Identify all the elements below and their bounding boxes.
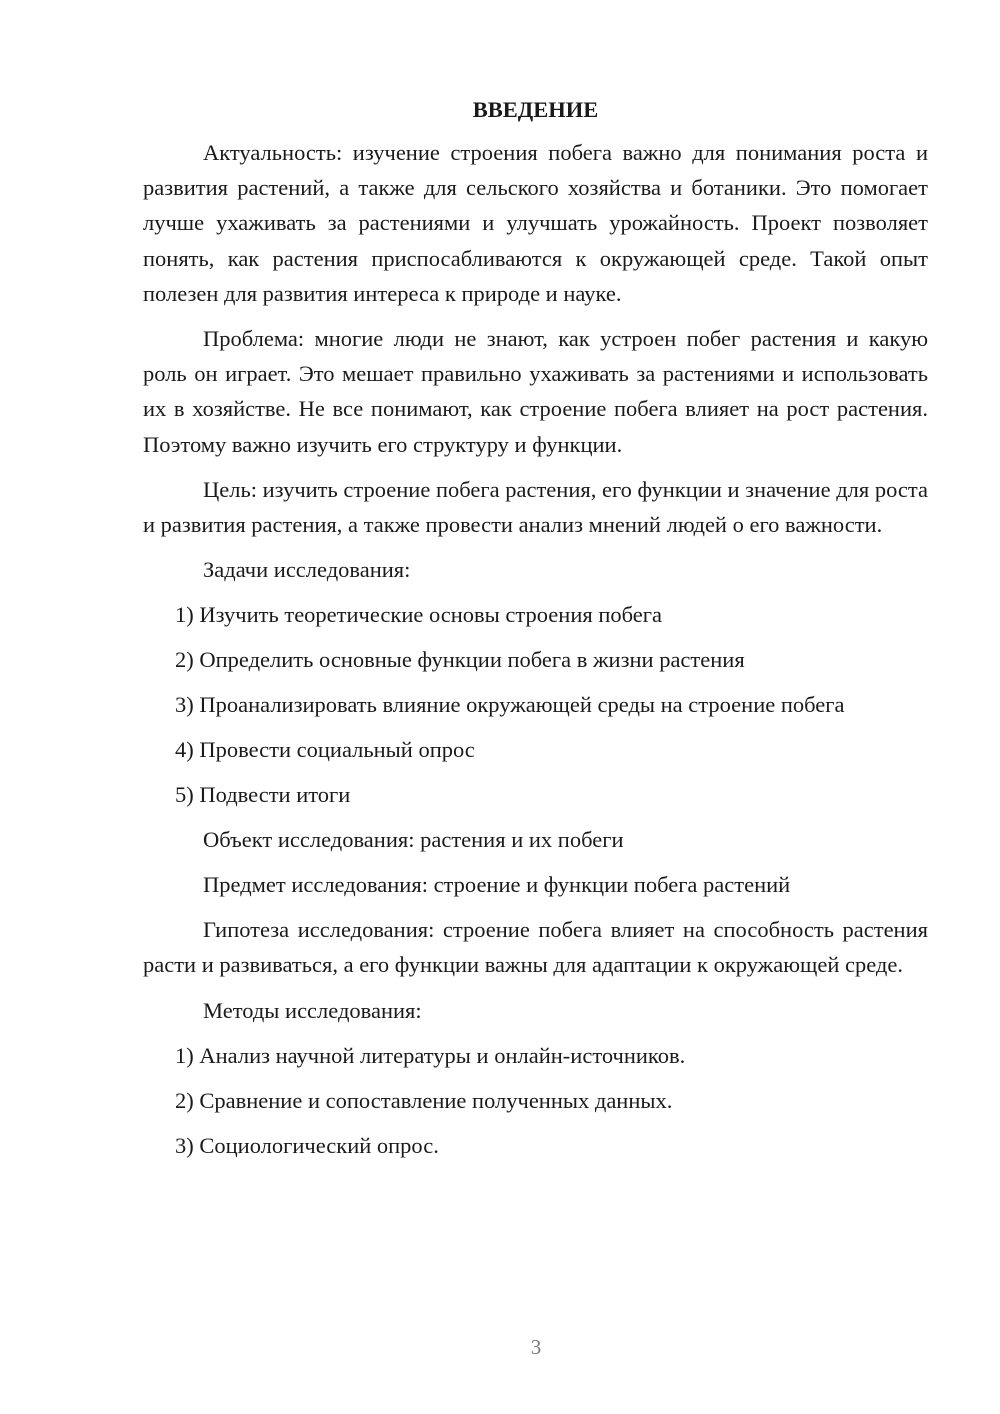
task-item-2: 2) Определить основные функции побега в жизни растения	[175, 647, 745, 673]
methods-heading: Методы исследования:	[203, 997, 422, 1023]
task-item-1: 1) Изучить теоретические основы строения побега	[175, 602, 662, 628]
research-object: Объект исследования: растения и их побеги	[203, 827, 624, 853]
task-item-3: 3) Проанализировать влияние окружающей среды на строение побега	[175, 692, 845, 718]
tasks-heading: Задачи исследования:	[203, 557, 411, 583]
goal-paragraph: Цель: изучить строение побега растения, его функции и значение для роста и развития растения, а также провести анализ мнений людей о его важности.	[143, 476, 928, 538]
page-number: 3	[530, 1335, 542, 1359]
hypothesis-paragraph: Гипотеза исследования: строение побега влияет на способность растения расти и развиваться, а его функции важны для адаптации к окружающей среде.	[143, 917, 928, 978]
page-content	[143, 92, 928, 1173]
research-subject: Предмет исследования: строение и функции побега растений	[203, 872, 791, 898]
method-item-1: 1) Анализ научной литературы и онлайн-источников.	[175, 1042, 686, 1068]
page-title: ВВЕДЕНИЕ	[472, 97, 599, 122]
method-item-3: 3) Социологический опрос.	[175, 1132, 439, 1158]
problem-paragraph: Проблема: многие люди не знают, как устроен побег растения и какую роль он играет. Это мешает правильно ухаживать за растениями и использовать их в хозяйстве. Не все понимают, как строение побега влияет на рост растения. Поэтому важно изучить его структуру и функции.	[143, 326, 928, 457]
task-item-4: 4) Провести социальный опрос	[175, 737, 475, 763]
task-item-5: 5) Подвести итоги	[175, 782, 351, 808]
method-item-2: 2) Сравнение и сопоставление полученных данных.	[175, 1087, 673, 1113]
relevance-paragraph: Актуальность: изучение строения побега важно для понимания роста и развития растений, а также для сельского хозяйства и ботаники. Это помогает лучше ухаживать за растениями и улучшать урожайность. Проект позволяет понять, как растения приспосабливаются к окружающей среде. Такой опыт полезен для развития интереса к природе и науке.	[143, 140, 928, 306]
